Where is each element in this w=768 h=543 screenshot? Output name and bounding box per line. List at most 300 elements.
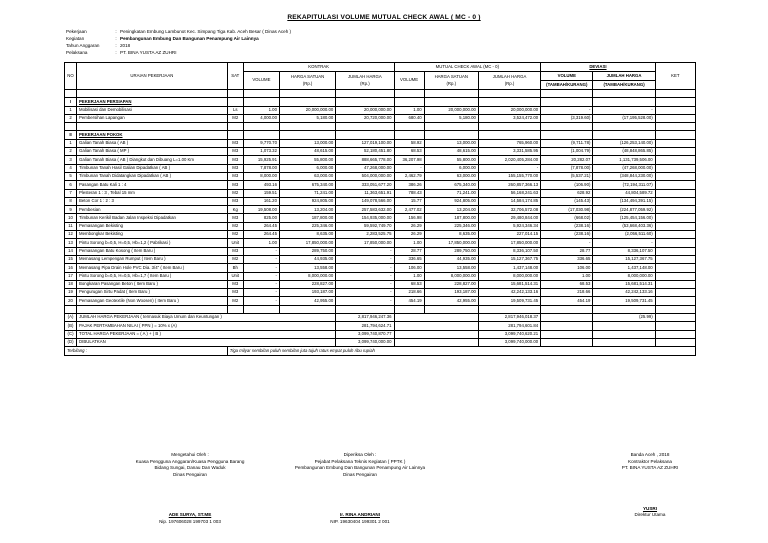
row-uraian: Galian Tanah Biasa ( MP ) [77,148,228,156]
summary-code: (A) [65,314,77,322]
spacer-row [65,305,696,313]
row-uraian: Pemasangan Geotextile (Non Woosen) ( Item Baru ) [77,297,228,305]
row-kh: 6,000.00 [279,164,335,172]
row-no: 19 [65,289,77,297]
row-sat: M2 [227,255,243,263]
empty-cell [394,330,478,338]
row-ket [655,272,695,280]
meta-value: Peningkatan Embung Lambunot Kec. Simpang Tiga Kab. Aceh Besar ( Dinas Aceh ) [120,29,292,34]
row-uraian: Membongkar Bekisting [77,231,228,239]
col-d-tk1: (TAMBAH/KURANG) [541,81,593,90]
empty-cell [77,123,228,131]
row-mv: 788.43 [394,189,424,197]
row-mv: 336.65 [394,255,424,263]
row-kv: - [243,255,279,263]
row-ket [655,297,695,305]
row-mh: 289,750.00 [424,247,478,255]
empty-cell [655,123,695,131]
row-no: 10 [65,214,77,222]
row-mh: 228,827.00 [424,280,478,288]
empty-cell [655,305,695,313]
row-ket [655,206,695,214]
meta-row: Kegiatan : Pembangunan Embung Dan Bangunan Penampung Air Lainnya [66,36,259,41]
row-dv: (1,004.79) [541,148,593,156]
row-sat: M3 [227,280,243,288]
summary-mc: 3,099,740,000.00 [478,338,540,346]
row-mh: 193,187.00 [424,289,478,297]
row-mj: 1,437,148.00 [478,264,540,272]
summary-row [65,322,696,330]
row-dj: (17,195,528.00) [593,114,655,122]
section-title: PEKERJAAN POKOK [77,131,228,139]
row-dj: (2,056,511.60) [593,231,655,239]
row-dv: (238.16) [541,222,593,230]
row-kj: 127,019,100.00 [336,139,394,147]
row-mj: 15,681,514.31 [478,280,540,288]
row-dj: (72,194,311.07) [593,181,655,189]
table-row [65,181,696,189]
empty-cell [279,98,335,106]
empty-cell [243,123,279,131]
empty-cell [424,305,478,313]
row-mj: 17,850,000.00 [478,239,540,247]
empty-cell [593,131,655,139]
row-kh: 289,750.00 [279,247,335,255]
empty-cell [655,90,695,98]
empty-cell [593,123,655,131]
table-row [65,164,696,172]
row-kj: 47,268,000.00 [336,164,394,172]
summary-kontrak: 3,099,740,870.77 [336,330,394,338]
row-mv: 218.66 [394,289,424,297]
empty-cell [394,98,424,106]
row-mj: 155,155,770.00 [478,172,540,180]
row-kj: - [336,297,394,305]
row-mv: 68.53 [394,280,424,288]
signature-line: Bidang Sungai, Danau Dan Waduk [154,465,226,471]
row-mj: 3,524,472.00 [478,114,540,122]
empty-cell [424,131,478,139]
row-sat: M3 [227,148,243,156]
row-dv: 20,282.07 [541,156,593,164]
row-mj: 29,480,844.00 [478,214,540,222]
row-dv: - [541,239,593,247]
row-ket [655,289,695,297]
row-kj: - [336,272,394,280]
empty-cell [593,90,655,98]
table-row [65,289,696,297]
row-kh: 71,241.00 [279,189,335,197]
summary-code: (B) [65,322,77,330]
empty-cell [394,305,424,313]
row-mv: 68.53 [394,148,424,156]
summary-row [65,338,696,346]
empty-cell [77,305,228,313]
row-kj: - [336,255,394,263]
summary-code: (C) [65,330,77,338]
col-d-tk2: (TAMBAH/KURANG) [593,81,655,90]
row-mh: 55,800.00 [424,156,478,164]
empty-cell [478,131,540,139]
signature-2 [265,452,455,526]
row-no: 11 [65,222,77,230]
col-m-harga: HARGA SATUAN (Rp.) [424,72,478,90]
row-dj: (348,844,230.00) [593,172,655,180]
row-ket [655,247,695,255]
row-mj: 19,509,731.45 [478,297,540,305]
row-mj: 260,857,366.13 [478,181,540,189]
row-kh: 17,850,000.00 [279,239,335,247]
row-kh: 675,340.00 [279,181,335,189]
empty-cell [655,131,695,139]
row-uraian: Pengurugan Sirtu Padat ( Item Baru ) [77,289,228,297]
meta-value: 2018 [120,43,131,48]
row-mv: 106.00 [394,264,424,272]
row-mv: - [394,164,424,172]
meta-value: Pembangunan Embung Dan Bangunan Penampung Air Lainnya [120,36,259,41]
row-kv: - [243,289,279,297]
row-uraian: Pintu Sorong b=0,5, H=0,5, Hb=1,7 ( Item Baru ) [77,272,228,280]
col-d-volume: VOLUME [541,72,593,81]
row-sat: M3 [227,214,243,222]
row-sat: M2 [227,222,243,230]
empty-cell [227,90,243,98]
row-mh: 42,955.00 [424,297,478,305]
row-no: 6 [65,181,77,189]
signature-line: Dinas Pengairan [343,471,377,477]
row-dv: 28.77 [541,247,593,255]
row-kv: 264.45 [243,231,279,239]
row-mh: 8,635.00 [424,231,478,239]
row-mv: 2,477.02 [394,206,424,214]
row-dj: (126,253,140.00) [593,139,655,147]
row-ket [655,139,695,147]
table-row [65,280,696,288]
row-ket [655,156,695,164]
empty-cell [424,98,478,106]
row-dj: 19,509,731.45 [593,297,655,305]
row-dv: 218.66 [541,289,593,297]
row-mh: 20,000,000.00 [424,106,478,114]
table-row [65,106,696,114]
summary-label: PAJAK PERTAMBAHAN NILAI ( PPN ) = 10% x (A) [77,322,336,330]
row-dj: (134,494,391.15) [593,197,655,205]
summary-kontrak: 3,099,740,000.00 [336,338,394,346]
row-sat: M3 [227,164,243,172]
row-mj: 56,168,241.63 [478,189,540,197]
row-mh: 13,204.00 [424,206,478,214]
row-ket [655,239,695,247]
col-m-jumlah: JUMLAH HARGA (Rp.) [478,72,540,90]
table-row [65,214,696,222]
row-uraian: Galian Tanah Biasa ( AB ) [77,139,228,147]
row-kh: 187,800.00 [279,214,335,222]
row-ket [655,197,695,205]
empty-cell [394,131,424,139]
summary-label: DIBULATKAN [77,338,336,346]
row-kv: 159.51 [243,189,279,197]
row-no: 4 [65,164,77,172]
row-no: 2 [65,114,77,122]
empty-cell [279,131,335,139]
row-mh: 63,000.00 [424,172,478,180]
meta-label: Pelaksana [66,50,88,55]
row-ket [655,280,695,288]
row-kh: 193,187.00 [279,289,335,297]
empty-cell [593,305,655,313]
row-dv: (7,878.00) [541,164,593,172]
row-dj: 44,804,589.72 [593,189,655,197]
summary-row [65,330,696,338]
row-kv: 825.00 [243,214,279,222]
section-title: PEKERJAAN PERSIAPAN [77,98,228,106]
row-uraian: Bongkaran Pasangan Beton ( Item Baru ) [77,280,228,288]
row-no: 18 [65,280,77,288]
row-kv: 493.16 [243,181,279,189]
table-row [65,264,696,272]
row-dj: 8,336,107.50 [593,247,655,255]
section-row [65,131,696,139]
row-ket [655,172,695,180]
row-sat: M3 [227,289,243,297]
row-mj: 765,960.00 [478,139,540,147]
row-mj: - [478,164,540,172]
row-no: 15 [65,255,77,263]
row-uraian: Pembersihan Lapangan [77,114,228,122]
col-sat: SAT [227,63,243,90]
empty-cell [541,330,593,338]
row-sat: M3 [227,139,243,147]
row-ket [655,106,695,114]
row-mj: 20,000,000.00 [478,106,540,114]
col-uraian: URAIAN PEKERJAAN [77,63,228,90]
row-kh: 225,346.00 [279,222,335,230]
row-kh: 20,000,000.00 [279,106,335,114]
row-kh: 42,955.00 [279,297,335,305]
table-row [65,247,696,255]
row-mj: 2,020,405,284.00 [478,156,540,164]
table-body [65,90,696,356]
empty-cell [65,123,77,131]
row-mh: 71,241.00 [424,189,478,197]
row-mv: 2,462.79 [394,172,424,180]
row-mh: 8,000,000.00 [424,272,478,280]
row-uraian: Mobilisasi dan Demobilisasi [77,106,228,114]
row-dj: (53,668,403.36) [593,222,655,230]
row-mj: 8,336,107.50 [478,247,540,255]
project-meta [66,28,291,56]
row-dv: (17,030.98) [541,206,593,214]
empty-cell [541,131,593,139]
row-kj: 52,180,451.80 [336,148,394,156]
row-mv: 386.26 [394,181,424,189]
row-kh: 8,635.00 [279,231,335,239]
row-mv: 1.00 [394,106,424,114]
summary-mc: 2,817,946,018.37 [478,314,540,322]
empty-cell [655,338,695,346]
row-dv: 336.65 [541,255,593,263]
table-row [65,272,696,280]
row-kj: 257,583,632.00 [336,206,394,214]
row-ket [655,181,695,189]
signature-line: Dinas Pengairan [173,471,207,477]
empty-cell [243,131,279,139]
row-no: 5 [65,172,77,180]
table-row [65,139,696,147]
row-dj: 1,437,148.00 [593,264,655,272]
row-kj: 20,720,000.00 [336,114,394,122]
row-mh: 13,558.00 [424,264,478,272]
empty-cell [655,98,695,106]
row-dv: (145.43) [541,197,593,205]
row-mv: 28.77 [394,247,424,255]
row-mh: 6,000.00 [424,164,478,172]
signature-line: PT. BINA YUSTA AZ ZUHRI [621,465,679,471]
row-uraian: Timbunan Tanah Didatangkan Dipadatkan ( AB ) [77,172,228,180]
row-kh: 63,000.00 [279,172,335,180]
empty-cell [243,98,279,106]
meta-label: Pekerjaan [66,29,87,34]
row-no: 13 [65,239,77,247]
row-kv: 4,000.00 [243,114,279,122]
empty-cell [655,322,695,330]
empty-cell [227,305,243,313]
row-kh: 13,204.00 [279,206,335,214]
row-mv: 36,207.98 [394,156,424,164]
row-no: 14 [65,247,77,255]
section-row [65,98,696,106]
empty-cell [279,123,335,131]
signature-line: Diperiksa Oleh : [343,452,377,457]
row-kh: 44,935.00 [279,255,335,263]
row-kv: - [243,280,279,288]
row-mh: 5,180.00 [424,114,478,122]
row-kj: 154,935,000.00 [336,214,394,222]
row-no: 17 [65,272,77,280]
row-no: 1 [65,139,77,147]
terbilang-row [65,347,696,355]
empty-cell [541,305,593,313]
table-row [65,114,696,122]
row-sat: M2 [227,231,243,239]
row-no: 12 [65,231,77,239]
row-dj: (48,848,865.85) [593,148,655,156]
row-sat: Ls [227,106,243,114]
signatory-name: YUSRI [642,505,658,511]
col-ket: KET [655,63,695,90]
empty-cell [541,90,593,98]
row-kh: 13,558.00 [279,264,335,272]
row-no: 7 [65,189,77,197]
meta-row: Pekerjaan : Peningkatan Embung Lambunot Kec. Simpang Tiga Kab. Aceh Besar ( Dinas Aceh ) [66,29,292,34]
row-kj: - [336,247,394,255]
empty-cell [478,123,540,131]
row-mh: 48,615.00 [424,148,478,156]
empty-cell [336,305,394,313]
col-k-harga: HARGA SATUAN (Rp.) [279,72,335,90]
summary-deviasi [593,322,655,330]
row-sat: M2 [227,297,243,305]
empty-cell [336,131,394,139]
row-kj: 2,283,525.75 [336,231,394,239]
empty-cell [336,90,394,98]
empty-cell [336,123,394,131]
table-row [65,297,696,305]
row-dv: (106.90) [541,181,593,189]
row-mj: 5,924,346.34 [478,222,540,230]
row-kv: 9,770.70 [243,139,279,147]
row-mv: 1.00 [394,272,424,280]
row-no: 16 [65,264,77,272]
col-k-volume: VOLUME [243,72,279,90]
row-sat: M3 [227,181,243,189]
row-kh: 13,000.00 [279,139,335,147]
row-mv: 156.98 [394,214,424,222]
summary-label: JUMLAH HARGA PEKERJAAN ( termasuk Biaya Umum dan Keuntungan ) [77,314,336,322]
table-row [65,189,696,197]
row-uraian: Pemasangan Bekisting [77,222,228,230]
row-kv: 161.20 [243,197,279,205]
row-mj: 32,706,572.08 [478,206,540,214]
spacer-row [65,90,696,98]
row-kj: 504,000,000.00 [336,172,394,180]
row-kv: - [243,247,279,255]
table-row [65,172,696,180]
row-uraian: Pembesian [77,206,228,214]
row-sat: M2 [227,189,243,197]
row-kv: 19,508.00 [243,206,279,214]
row-uraian: Timbunan Tanah Hasil Galian Dipadatkan ( AB ) [77,164,228,172]
row-kj: 11,363,651.91 [336,189,394,197]
empty-cell [394,322,478,330]
row-mv: 26.29 [394,231,424,239]
empty-cell [279,90,335,98]
col-mc: MUTUAL CHECK AWAL (MC - 0) [394,63,541,72]
row-sat: Bh [227,264,243,272]
row-mh: 17,850,000.00 [424,239,478,247]
row-mh: 13,000.00 [424,139,478,147]
row-mj: 227,014.15 [478,231,540,239]
section-no: II [65,131,77,139]
row-ket [655,214,695,222]
row-kv: 264.45 [243,222,279,230]
row-mv: 26.29 [394,222,424,230]
row-kj: - [336,280,394,288]
signature-line: Pembangunan Embung Dan Bangunan Penampung Air Lainnya [294,465,426,471]
empty-cell [478,305,540,313]
row-no: 20 [65,297,77,305]
summary-deviasi [593,330,655,338]
row-dv: 1.00 [541,272,593,280]
row-kv: 7,878.00 [243,164,279,172]
row-dv: 68.53 [541,280,593,288]
col-d-jumlah: JUMLAH HARGA [593,72,655,81]
row-no: 8 [65,197,77,205]
row-dv: (9,711.78) [541,139,593,147]
row-no: 2 [65,148,77,156]
row-uraian: Galian Tanah Biasa ( AB ) Diangkut dan Dibuang L=1.00 Km [77,156,228,164]
empty-cell [541,314,593,322]
meta-value: PT. BINA YUSTA AZ ZUHRI [120,50,177,55]
row-dj: 42,242,133.16 [593,289,655,297]
empty-cell [279,305,335,313]
table-row [65,148,696,156]
row-dj: - [593,106,655,114]
row-kv: 1.00 [243,106,279,114]
signature-line: Mengetahui Oleh : [171,452,209,457]
meta-row: Tahun Anggaran : 2018 [66,43,131,48]
signature-1 [95,452,285,526]
